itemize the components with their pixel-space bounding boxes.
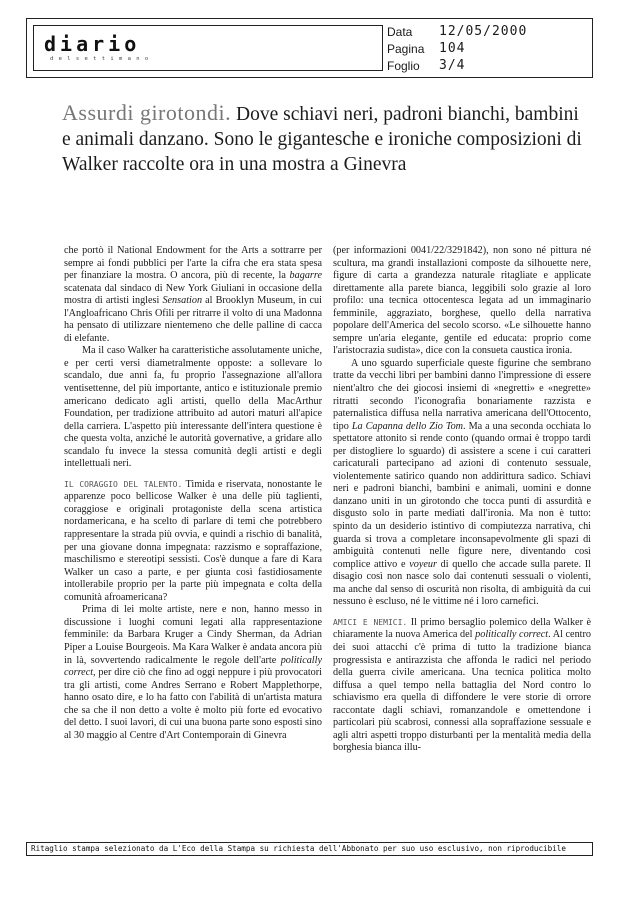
paragraph [64,479,322,604]
paragraph [64,245,322,345]
paragraph [333,358,591,609]
italic-term: bagarre [289,270,322,282]
text-run: . Ma a una seconda occhiata lo spettatore attonito si rende conto (quando ormai è troppo tardi per distogliere lo sguardo) di assistere a scene i cui caratteri caricaturali partecipano ad azioni di contenuto sessuale, violentemente satirico quando non addirittura sadico. Schiavi neri e padroni bianchi, bambini e animali, uomini e donne danzano uniti in un girotondo che tocca punti di assurdità e disgusto solo in parte mediati dall'ironia. Ma non è tutto: spinto da un desiderio istintivo di compiutezza narrativa, chi guarda si trova a completare inconsapevolmente gli spazi di ambiguità contenuti nelle figure nere, diventando così complice attivo e [333,420,591,570]
meta-row-date [383,23,589,40]
text-run: Il primo bersaglio polemico della Walker è chiaramente la nuova America del [333,616,592,641]
text-run: , per dire ciò che fino ad oggi neppure i più provocatori tra gli artisti, come Andres Serrano e Robert Mapplethorpe, hanno osato dire, e lo ha fatto con l'abilità di un'artista matura che sa che il non detto a volte è molto più forte ed evocativo del detto. I suoi lavori, di cui una buona parte sono esposti sino al 30 maggio al Centre d'Art Contemporain di Ginevra [64,667,322,741]
text-run: scatenata dal sindaco di New York Giuliani in occasione della mostra di artisti inglesi [64,282,322,307]
paragraph [333,617,591,755]
meta-value: 104 [439,41,466,56]
meta-label: Data [387,24,413,39]
headline-text: Dove schiavi neri, padroni bianchi, bambini e animali danzano. Sono le gigantesche e ironiche composizioni di Walker raccolte ora in una mostra a Ginevra [62,104,582,175]
text-run: al Brooklyn Museum, in cui l'Angloafricano Chris Ofili per ritrarre il volto di una Madonna ha pensato di utilizzare nientemeno che delle palline di cacca di elefante. [64,295,322,344]
clipping-meta [383,23,589,74]
meta-row-sheet [383,57,589,74]
section-heading: AMICI E NEMICI. [333,617,408,627]
italic-term: politically correct [64,654,322,679]
article-headline [62,100,592,177]
italic-term: politically correct [475,629,549,641]
meta-value: 3/4 [439,58,466,73]
text-run: . Al centro dei suoi attacchi c'è prima di tutto la tradizione bianca progressista e antirazzista che affonda le radici nel periodo della guerra civile americana. Una tecnica politica molto diffusa a quel tempo nella battaglia del Nord contro lo schiavismo era quella di diffondere le vere storie di orrore raccontate dagli schiavi, romanzandole e omettendone i particolari più scabrosi, connessi alla sopraffazione sessuale e agli altri aspetti troppo disturbanti per la mentalità media della borghesia bianca illu- [333,629,591,754]
italic-term: voyeur [409,558,437,570]
text-run: Timida e riservata, nonostante le apparenze poco bellicose Walker è una delle più taglienti, coraggiose e originali protagoniste della scena artistica nordamericana, e ha scelto di parlare di temi che potrebbero rappresentare la strada più ovvia, e quindi a rischio di banalità, per una giovane donna impegnata: razzismo e sopraffazione, maschilismo e stereotipi sessisti. Cos'è dunque a fare di Kara Walker un caso a parte, e per giunta così fastidiosamente intollerabile proprio per la parte più impegnata e colta della comunità afroamericana? [64,478,322,603]
meta-label: Foglio [387,58,420,73]
publication-logo [33,25,383,71]
clipping-footer-notice: Ritaglio stampa selezionato da L'Eco della Stampa su richiesta dell'Abbonato per suo uso esclusivo, non riproducibile [26,842,593,856]
article-column-left [64,245,322,742]
logo-wordmark: diario [44,32,141,56]
section-heading: IL CORAGGIO DEL TALENTO. [64,479,183,489]
text-run: A uno sguardo superficiale queste figurine che sembrano tratte da vecchi libri per bambini danno l'impressione di essere nient'altro che dei giocosi insiemi di «negretti» e «negrette» ritratti secondo l'iconografia bonariamente razzista e paternalistica diffusa nella narrativa americana dell'Ottocento, tipo [333,357,591,432]
paragraph [64,604,322,742]
text-run: Prima di lei molte artiste, nere e non, hanno messo in discussione i luoghi comuni legati alla rappresentazione femminile: da Barbara Kruger a Cindy Sherman, da Adrian Piper a Louise Bourgeois. Ma Kara Walker è andata ancora più in là, sovvertendo radicalmente le regole dell'arte [64,604,322,666]
italic-term: La Capanna dello Zio Tom [351,420,464,432]
article-column-right [333,245,591,755]
paragraph: (per informazioni 0041/22/3291842), non sono né pittura né scultura, ma grandi installazioni composte da silhouette nere, figure di carta a grandezza naturale ritagliate e applicate direttamente alla parete bianca, leggibili solo grazie al loro profilo: una tecnica ottocentesca legata ad un immaginario femminile, aggraziato, borghese, quello della narrativa popolare dell'America del secolo scorso. «Le silhouette hanno sempre un'aria elegante, gentile ed educata: proprio come l'aristocrazia sudista», dice con la consueta caustica ironia. [333,245,591,357]
logo-subtitle: d e l s e t t i m a n o [50,56,150,62]
text-run: di quello che accade sulla parete. Il disagio così non nasce solo dai contenuti sessuali o violenti, ma anche dal senso di oscurità non risolta, di ambiguità da cui nessuno è escluso, né le vittime né i loro carnefici. [333,558,592,608]
paragraph: Ma il caso Walker ha caratteristiche assolutamente uniche, e per certi versi diametralmente opposte: a sollevare lo scandalo, due anni fa, fu proprio l'assegnazione all'allora ventisettenne, del più importante, antico e istituzionale premio americano dedicato agli artisti, quello della MacArthur Foundation, per tradizione attribuito ad autori maturi all'apice della carriera. L'aspetto più interessante dell'intera questione è che questa volta, anziché le autorità governative, a gridare allo scandalo fu invece la stessa comunità degli artisti e degli intellettuali neri. [64,345,322,470]
headline-kicker: Assurdi girotondi. [62,100,232,125]
meta-label: Pagina [387,41,425,56]
italic-term: Sensation [162,295,203,307]
meta-value: 12/05/2000 [439,24,528,39]
text-run: che portò il National Endowment for the Arts a sottrarre per sempre ai fondi pubblici per l'arte la cifra che era stata spesa per finanziare la mostra. O ancora, più di recente, la [64,245,322,282]
clipping-header [26,18,593,78]
meta-row-page [383,40,589,57]
